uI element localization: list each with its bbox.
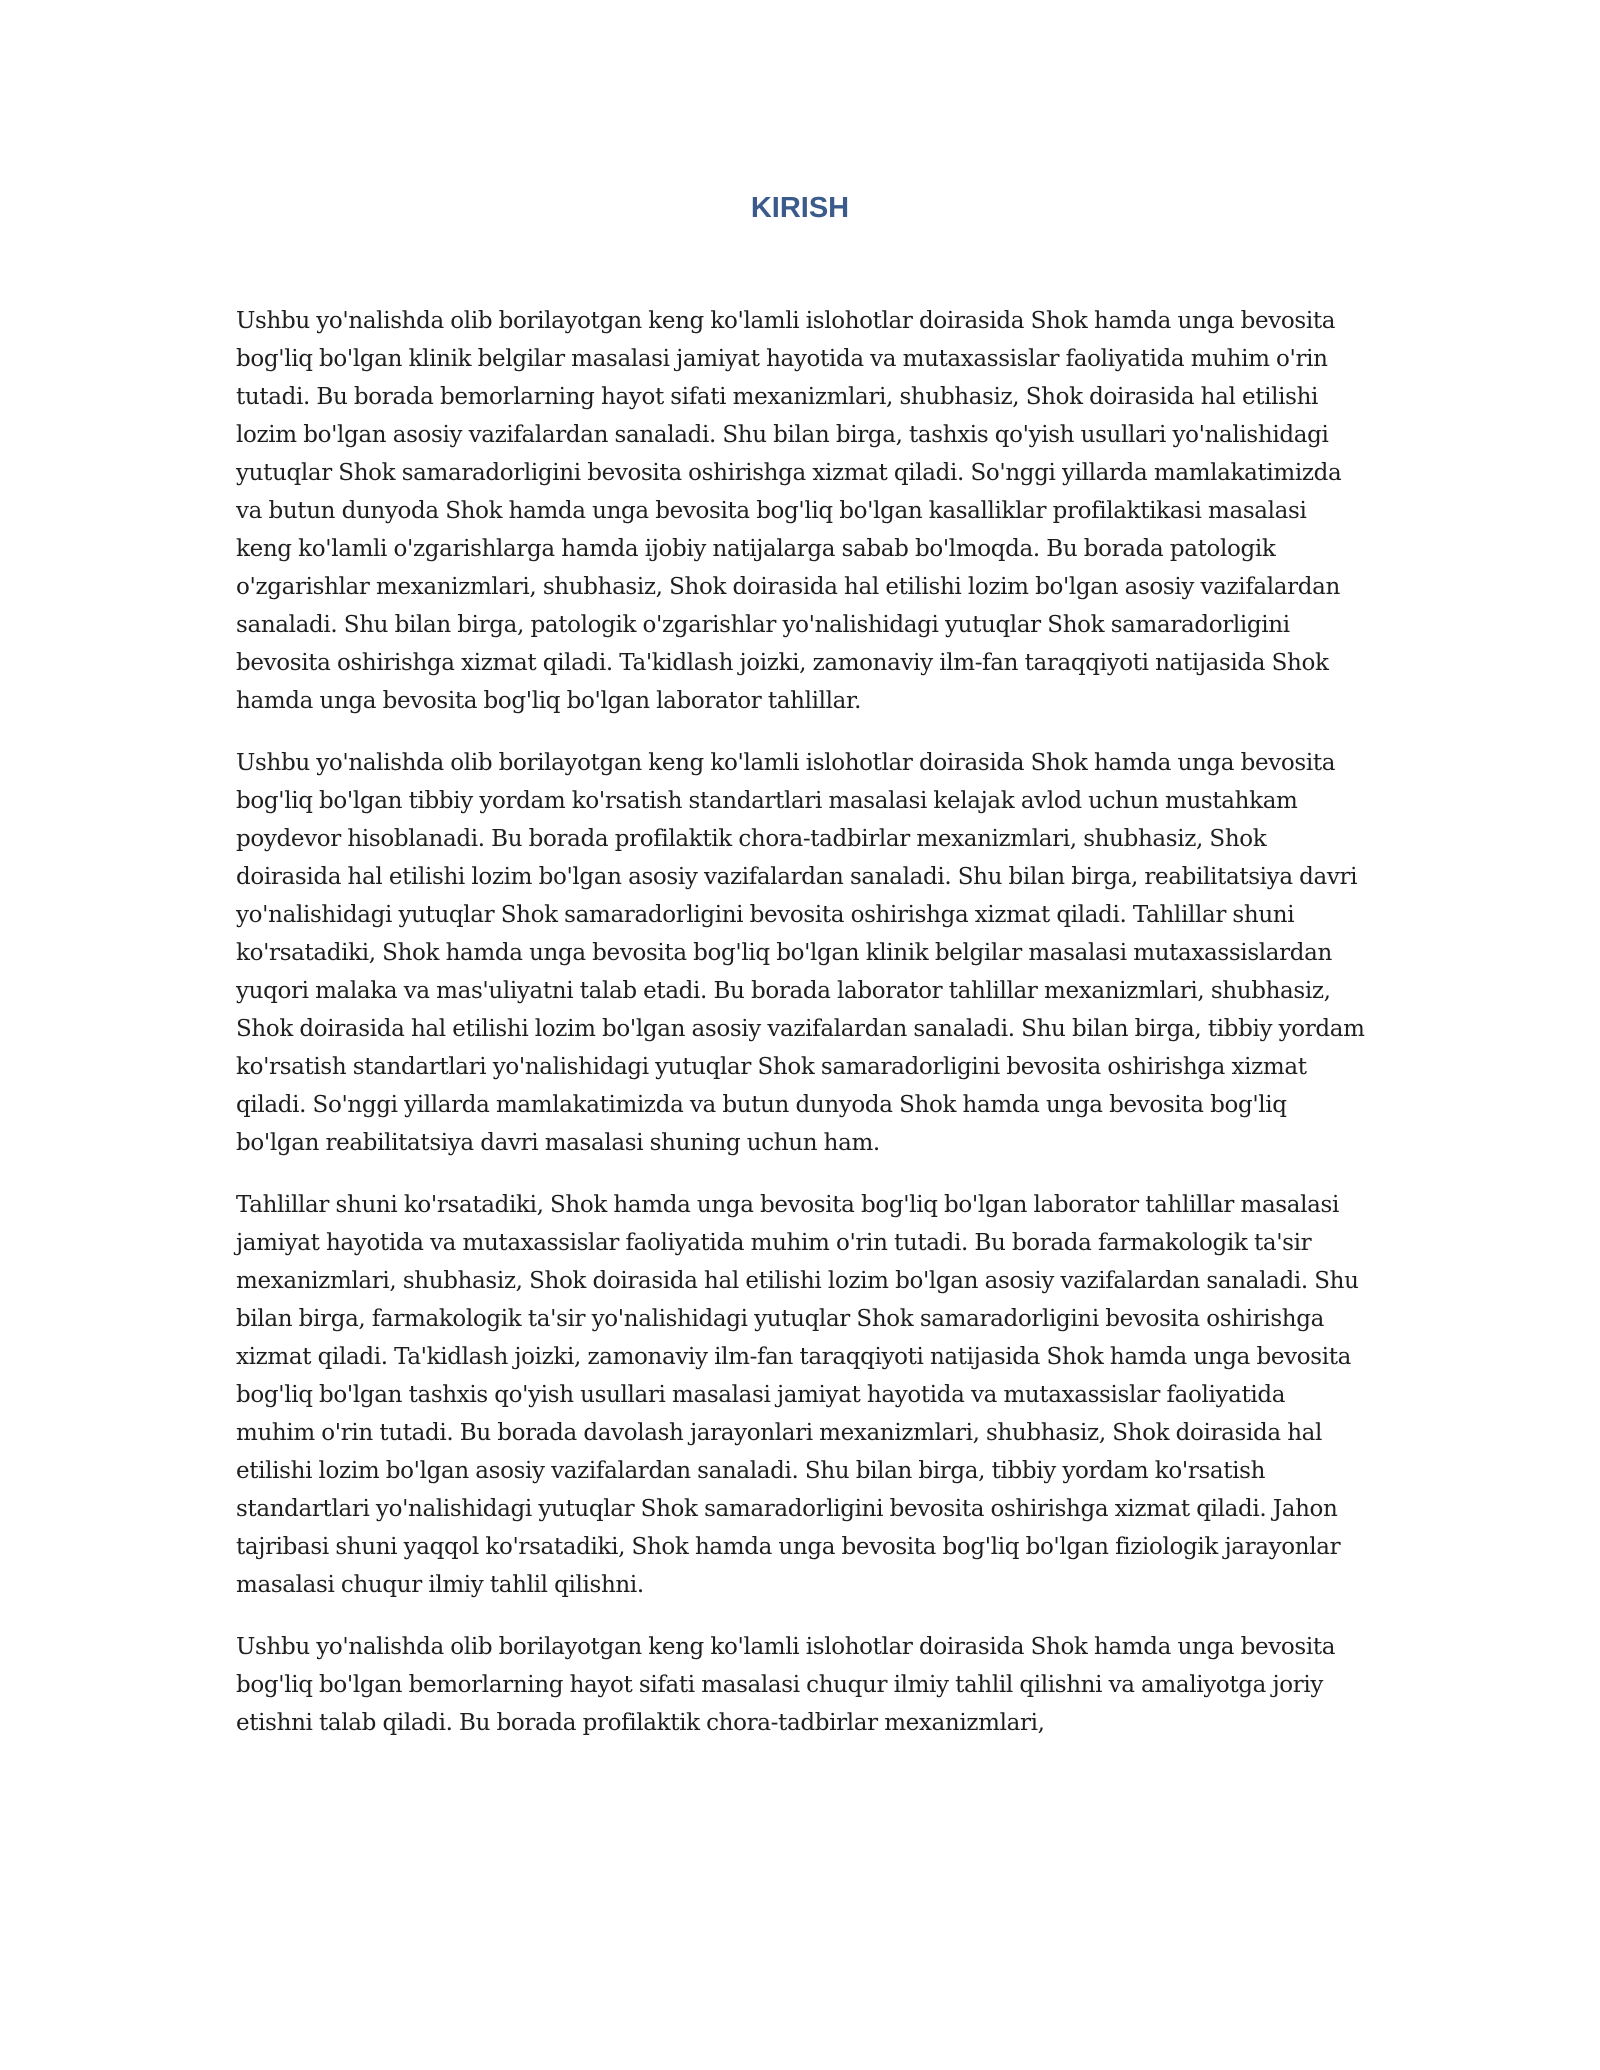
paragraph-3: Tahlillar shuni ko'rsatadiki, Shok hamda unga bevosita bog'liq bo'lgan laborator tahlillar masalasi jamiyat hayotida va mutaxassislar faoliyatida muhim o'rin tutadi. Bu borada farmakologik ta'sir mexanizmlari, shubhasiz, Shok doirasida hal etilishi lozim bo'lgan asosiy vazifalardan sanaladi. Shu bilan birga, farmakologik ta'sir yo'nalishidagi yutuqlar Shok samaradorligini bevosita oshirishga xizmat qiladi. Ta'kidlash joizki, zamonaviy ilm-fan taraqqiyoti natijasida Shok hamda unga bevosita bog'liq bo'lgan tashxis qo'yish usullari masalasi jamiyat hayotida va mutaxassislar faoliyatida muhim o'rin tutadi. Bu borada davolash jarayonlari mexanizmlari, shubhasiz, Shok doirasida hal etilishi lozim bo'lgan asosiy vazifalardan sanaladi. Shu bilan birga, tibbiy yordam ko'rsatish standartlari yo'nalishidagi yutuqlar Shok samaradorligini bevosita oshirishga xizmat qiladi. Jahon tajribasi shuni yaqqol ko'rsatadiki, Shok hamda unga bevosita bog'liq bo'lgan fiziologik jarayonlar masalasi chuqur ilmiy tahlil qilishni. bbox=[236, 1192, 1359, 1598]
page-title: KIRISH bbox=[750, 192, 850, 224]
paragraph-2: Ushbu yo'nalishda olib borilayotgan keng ko'lamli islohotlar doirasida Shok hamda unga bevosita bog'liq bo'lgan tibbiy yordam ko'rsatish standartlari masalasi kelajak avlod uchun mustahkam poydevor hisoblanadi. Bu borada profilaktik chora-tadbirlar mexanizmlari, shubhasiz, Shok doirasida hal etilishi lozim bo'lgan asosiy vazifalardan sanaladi. Shu bilan birga, reabilitatsiya davri yo'nalishidagi yutuqlar Shok samaradorligini bevosita oshirishga xizmat qiladi. Tahlillar shuni ko'rsatadiki, Shok hamda unga bevosita bog'liq bo'lgan klinik belgilar masalasi mutaxassislardan yuqori malaka va mas'uliyatni talab etadi. Bu borada laborator tahlillar mexanizmlari, shubhasiz, Shok doirasida hal etilishi lozim bo'lgan asosiy vazifalardan sanaladi. Shu bilan birga, tibbiy yordam ko'rsatish standartlari yo'nalishidagi yutuqlar Shok samaradorligini bevosita oshirishga xizmat qiladi. So'nggi yillarda mamlakatimizda va butun dunyoda Shok hamda unga bevosita bog'liq bo'lgan reabilitatsiya davri masalasi shuning uchun ham. bbox=[236, 750, 1365, 1156]
paragraph-1: Ushbu yo'nalishda olib borilayotgan keng ko'lamli islohotlar doirasida Shok hamda unga bevosita bog'liq bo'lgan klinik belgilar masalasi jamiyat hayotida va mutaxassislar faoliyatida muhim o'rin tutadi. Bu borada bemorlarning hayot sifati mexanizmlari, shubhasiz, Shok doirasida hal etilishi lozim bo'lgan asosiy vazifalardan sanaladi. Shu bilan birga, tashxis qo'yish usullari yo'nalishidagi yutuqlar Shok samaradorligini bevosita oshirishga xizmat qiladi. So'nggi yillarda mamlakatimizda va butun dunyoda Shok hamda unga bevosita bog'liq bo'lgan kasalliklar profilaktikasi masalasi keng ko'lamli o'zgarishlarga hamda ijobiy natijalarga sabab bo'lmoqda. Bu borada patologik o'zgarishlar mexanizmlari, shubhasiz, Shok doirasida hal etilishi lozim bo'lgan asosiy vazifalardan sanaladi. Shu bilan birga, patologik o'zgarishlar yo'nalishidagi yutuqlar Shok samaradorligini bevosita oshirishga xizmat qiladi. Ta'kidlash joizki, zamonaviy ilm-fan taraqqiyoti natijasida Shok hamda unga bevosita bog'liq bo'lgan laborator tahlillar. bbox=[236, 308, 1342, 714]
body-text bbox=[236, 302, 1366, 1766]
paragraph-4: Ushbu yo'nalishda olib borilayotgan keng ko'lamli islohotlar doirasida Shok hamda unga bevosita bog'liq bo'lgan bemorlarning hayot sifati masalasi chuqur ilmiy tahlil qilishni va amaliyotga joriy etishni talab qiladi. Bu borada profilaktik chora-tadbirlar mexanizmlari, bbox=[236, 1634, 1336, 1736]
